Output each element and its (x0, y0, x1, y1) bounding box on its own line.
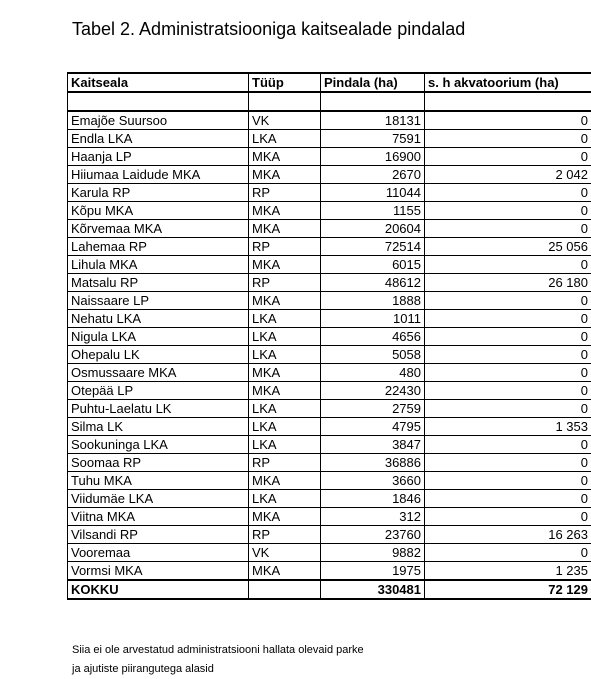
cell-tuup: MKA (249, 508, 321, 526)
cell-kaitseala: Viidumäe LKA (68, 490, 249, 508)
cell-pindala: 9882 (321, 544, 425, 562)
column-header-pindala: Pindala (ha) (321, 73, 425, 92)
cell-tuup: RP (249, 526, 321, 544)
cell-kaitseala: Nehatu LKA (68, 310, 249, 328)
cell-kaitseala: Endla LKA (68, 130, 249, 148)
cell-kaitseala: Kõrvemaa MKA (68, 220, 249, 238)
cell-kaitseala: Sookuninga LKA (68, 436, 249, 454)
total-row (68, 580, 591, 599)
cell-akvatoorium: 25 056 (425, 238, 591, 256)
column-header-tuup: Tüüp (249, 73, 321, 92)
cell-tuup: VK (249, 544, 321, 562)
cell-akvatoorium: 0 (425, 454, 591, 472)
cell-akvatoorium: 0 (425, 310, 591, 328)
protected-areas-table (67, 72, 591, 600)
cell-kaitseala: Vooremaa (68, 544, 249, 562)
page-title: Tabel 2. Administratsiooniga kaitsealade pindalad (72, 19, 465, 40)
cell-akvatoorium: 0 (425, 256, 591, 274)
cell-kaitseala: Lahemaa RP (68, 238, 249, 256)
cell-pindala: 1888 (321, 292, 425, 310)
cell-kaitseala: Matsalu RP (68, 274, 249, 292)
table-row (68, 202, 591, 220)
cell-pindala: 48612 (321, 274, 425, 292)
cell-tuup: MKA (249, 472, 321, 490)
cell-akvatoorium: 0 (425, 472, 591, 490)
cell-kaitseala: Puhtu-Laelatu LK (68, 400, 249, 418)
total-cell-kaitseala: KOKKU (68, 580, 249, 599)
table-row (68, 562, 591, 581)
cell-pindala: 2670 (321, 166, 425, 184)
cell-kaitseala: Karula RP (68, 184, 249, 202)
cell-pindala: 312 (321, 508, 425, 526)
cell-kaitseala: Silma LK (68, 418, 249, 436)
cell-kaitseala: Hiiumaa Laidude MKA (68, 166, 249, 184)
cell-pindala: 1155 (321, 202, 425, 220)
cell-kaitseala: Viitna MKA (68, 508, 249, 526)
cell-akvatoorium: 0 (425, 111, 591, 130)
cell-akvatoorium: 26 180 (425, 274, 591, 292)
table-row (68, 490, 591, 508)
cell-tuup: MKA (249, 562, 321, 581)
cell-tuup: MKA (249, 220, 321, 238)
cell-akvatoorium: 0 (425, 382, 591, 400)
table-row (68, 328, 591, 346)
table-row (68, 418, 591, 436)
table-row (68, 238, 591, 256)
cell-kaitseala: Nigula LKA (68, 328, 249, 346)
cell-kaitseala: Kõpu MKA (68, 202, 249, 220)
cell-pindala: 16900 (321, 148, 425, 166)
cell-tuup: LKA (249, 310, 321, 328)
table-row (68, 310, 591, 328)
cell-pindala: 4656 (321, 328, 425, 346)
cell-kaitseala: Soomaa RP (68, 454, 249, 472)
footnote-line: Siia ei ole arvestatud administratsiooni hallata olevaid parke (72, 641, 364, 660)
cell-akvatoorium: 0 (425, 436, 591, 454)
table-row (68, 400, 591, 418)
cell-kaitseala: Otepää LP (68, 382, 249, 400)
cell-pindala: 1011 (321, 310, 425, 328)
cell-akvatoorium: 0 (425, 202, 591, 220)
table-row (68, 382, 591, 400)
cell-akvatoorium: 1 353 (425, 418, 591, 436)
cell-pindala: 480 (321, 364, 425, 382)
cell-pindala: 6015 (321, 256, 425, 274)
cell-pindala: 1846 (321, 490, 425, 508)
cell-akvatoorium: 0 (425, 184, 591, 202)
cell-akvatoorium: 0 (425, 130, 591, 148)
cell-tuup: MKA (249, 292, 321, 310)
total-cell-pindala: 330481 (321, 580, 425, 599)
table-row (68, 454, 591, 472)
cell-kaitseala: Lihula MKA (68, 256, 249, 274)
cell-tuup: MKA (249, 148, 321, 166)
cell-tuup: LKA (249, 490, 321, 508)
cell-kaitseala: Tuhu MKA (68, 472, 249, 490)
cell-akvatoorium: 1 235 (425, 562, 591, 581)
cell-kaitseala: Vilsandi RP (68, 526, 249, 544)
cell-akvatoorium: 0 (425, 328, 591, 346)
cell-pindala: 22430 (321, 382, 425, 400)
footnote-line: ja ajutiste piirangutega alasid (72, 660, 364, 679)
cell-tuup: RP (249, 184, 321, 202)
cell-kaitseala: Naissaare LP (68, 292, 249, 310)
cell-akvatoorium: 0 (425, 220, 591, 238)
cell-akvatoorium: 0 (425, 148, 591, 166)
cell-akvatoorium: 0 (425, 346, 591, 364)
table-row (68, 130, 591, 148)
cell-akvatoorium: 16 263 (425, 526, 591, 544)
cell-tuup: RP (249, 238, 321, 256)
cell-tuup: LKA (249, 346, 321, 364)
cell-tuup: MKA (249, 364, 321, 382)
cell-tuup: LKA (249, 130, 321, 148)
table-row (68, 508, 591, 526)
cell-tuup: RP (249, 454, 321, 472)
cell-akvatoorium: 2 042 (425, 166, 591, 184)
cell-akvatoorium: 0 (425, 400, 591, 418)
cell-pindala: 1975 (321, 562, 425, 581)
cell-pindala: 72514 (321, 238, 425, 256)
cell-pindala: 20604 (321, 220, 425, 238)
cell-tuup: MKA (249, 166, 321, 184)
cell-akvatoorium: 0 (425, 508, 591, 526)
cell-pindala: 3660 (321, 472, 425, 490)
column-header-kaitseala: Kaitseala (68, 73, 249, 92)
cell-pindala: 7591 (321, 130, 425, 148)
cell-kaitseala: Emajõe Suursoo (68, 111, 249, 130)
table-row (68, 111, 591, 130)
cell-pindala: 36886 (321, 454, 425, 472)
cell-pindala: 4795 (321, 418, 425, 436)
table-row (68, 274, 591, 292)
total-cell-tuup (249, 580, 321, 599)
cell-tuup: LKA (249, 400, 321, 418)
footnote (72, 641, 364, 679)
cell-kaitseala: Ohepalu LK (68, 346, 249, 364)
table-row (68, 364, 591, 382)
table-row (68, 472, 591, 490)
cell-akvatoorium: 0 (425, 490, 591, 508)
blank-row (68, 92, 591, 111)
cell-pindala: 2759 (321, 400, 425, 418)
cell-kaitseala: Haanja LP (68, 148, 249, 166)
cell-tuup: MKA (249, 382, 321, 400)
cell-tuup: LKA (249, 436, 321, 454)
table-row (68, 184, 591, 202)
cell-pindala: 3847 (321, 436, 425, 454)
cell-pindala: 23760 (321, 526, 425, 544)
table-row (68, 148, 591, 166)
column-header-akvatoorium: s. h akvatoorium (ha) (425, 73, 591, 92)
table-row (68, 436, 591, 454)
cell-tuup: MKA (249, 202, 321, 220)
cell-pindala: 18131 (321, 111, 425, 130)
cell-pindala: 5058 (321, 346, 425, 364)
cell-kaitseala: Vormsi MKA (68, 562, 249, 581)
cell-akvatoorium: 0 (425, 544, 591, 562)
table-row (68, 166, 591, 184)
table-row (68, 544, 591, 562)
table-row (68, 346, 591, 364)
total-cell-akvatoorium: 72 129 (425, 580, 591, 599)
table-row (68, 292, 591, 310)
cell-akvatoorium: 0 (425, 364, 591, 382)
table-row (68, 220, 591, 238)
cell-tuup: LKA (249, 418, 321, 436)
cell-tuup: VK (249, 111, 321, 130)
table-row (68, 526, 591, 544)
cell-akvatoorium: 0 (425, 292, 591, 310)
cell-tuup: RP (249, 274, 321, 292)
table-row (68, 256, 591, 274)
cell-pindala: 11044 (321, 184, 425, 202)
cell-tuup: LKA (249, 328, 321, 346)
cell-tuup: MKA (249, 256, 321, 274)
cell-kaitseala: Osmussaare MKA (68, 364, 249, 382)
table-header-row (68, 73, 591, 92)
